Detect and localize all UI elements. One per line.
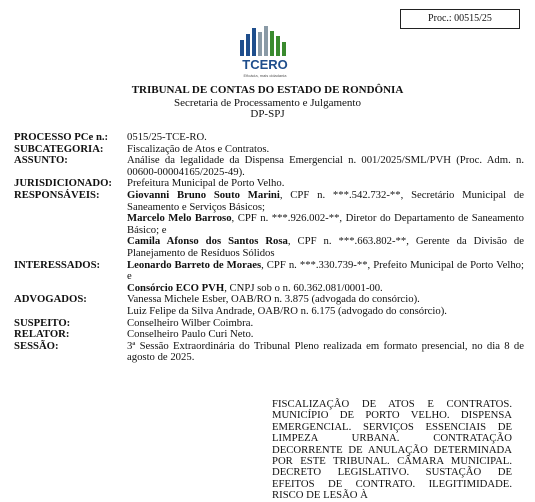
secretariat-name: Secretaria de Processamento e Julgamento bbox=[174, 97, 361, 109]
field-value: Análise da legalidade da Dispensa Emergencial n. 001/2025/SML/PVH (Proc. Adm. n. 00600-00004165/2025-49). bbox=[127, 154, 524, 178]
field-relator bbox=[14, 329, 524, 341]
field-suspeito bbox=[14, 318, 524, 330]
interessado-entry bbox=[127, 260, 524, 283]
field-label: RESPONSÁVEIS: bbox=[14, 188, 100, 201]
field-value: Conselheiro Paulo Curi Neto. bbox=[127, 328, 254, 341]
field-label: PROCESSO PCe n.: bbox=[14, 131, 109, 143]
field-label: JURISDICIONADO: bbox=[14, 177, 112, 190]
field-value bbox=[127, 294, 524, 317]
person-name: Marcelo Melo Barroso bbox=[127, 212, 232, 225]
responsavel-entry bbox=[127, 190, 524, 213]
court-name: TRIBUNAL DE CONTAS DO ESTADO DE RONDÔNIA bbox=[131, 84, 404, 96]
field-value: 0515/25-TCE-RO. bbox=[127, 131, 207, 143]
field-responsaveis bbox=[14, 190, 524, 260]
responsavel-entry bbox=[127, 213, 524, 236]
responsavel-entry bbox=[127, 236, 524, 259]
logo-wordmark: TCERO bbox=[242, 57, 288, 72]
case-fields bbox=[14, 132, 524, 364]
person-name: Camila Afonso dos Santos Rosa bbox=[127, 235, 288, 248]
field-sessao bbox=[14, 341, 524, 364]
logo-tagline: Eficácia, mais cidadania bbox=[243, 73, 287, 78]
field-value: Fiscalização de Atos e Contratos. bbox=[127, 142, 270, 155]
ementa-summary: FISCALIZAÇÃO DE ATOS E CONTRATOS. MUNICÍPIO DE PORTO VELHO. DISPENSA EMERGENCIAL. SERVIÇOS ESSENCIAIS DE LIMPEZA URBANA. CONTRATAÇÃO DECORRENTE DE ANULAÇÃO DETERMINADA POR ESTE TRIBUNAL. CÂMARA MUNICIPAL. DECRETO LEGISLATIVO. SUSTAÇÃO DE EFEITOS DE CONTRATO. ILEGITIMIDADE. RISCO DE LESÃO À bbox=[272, 398, 512, 502]
field-label: ADVOGADOS: bbox=[14, 293, 87, 306]
person-details: , CPF n. ***.330.739-**, Prefeito Municipal de Porto Velho; e bbox=[127, 258, 524, 283]
person-name: Leonardo Barreto de Moraes bbox=[127, 258, 262, 271]
person-details: , CPF n. ***.663.802-**, Gerente da Divisão de Planejamento de Resíduos Sólidos bbox=[127, 235, 524, 259]
field-label: SUBCATEGORIA: bbox=[14, 142, 104, 155]
tcero-logo bbox=[230, 22, 300, 80]
lawyer-entry: Vanessa Michele Esber, OAB/RO n. 3.875 (advogada do consórcio). bbox=[127, 293, 420, 306]
field-assunto bbox=[14, 155, 524, 178]
person-details: , CPF n. ***.926.002-**, Diretor do Departamento de Saneamento Básico; e bbox=[127, 212, 524, 236]
field-label: SESSÃO: bbox=[14, 339, 59, 352]
lawyer-entry: Luiz Felipe da Silva Andrade, OAB/RO n. 6.175 (advogado do consórcio). bbox=[127, 304, 447, 317]
field-advogados bbox=[14, 294, 524, 317]
field-label: INTERESSADOS: bbox=[14, 258, 101, 271]
field-label: ASSUNTO: bbox=[14, 154, 68, 167]
department-code: DP-SPJ bbox=[250, 108, 285, 120]
process-number-box: Proc.: 00515/25 bbox=[400, 9, 520, 29]
tcero-logo-image bbox=[230, 22, 300, 80]
field-interessados bbox=[14, 260, 524, 295]
field-value: Prefeitura Municipal de Porto Velho. bbox=[127, 177, 285, 190]
entity-details: , CNPJ sob o n. 60.362.081/0001-00. bbox=[224, 281, 383, 294]
field-processo bbox=[14, 132, 524, 144]
entity-name: Consórcio ECO PVH bbox=[127, 281, 225, 294]
field-label: SUSPEITO: bbox=[14, 316, 71, 329]
person-details: , CPF n. ***.542.732-**, Secretário Municipal de Saneamento e Serviços Básicos; bbox=[127, 188, 524, 213]
field-value bbox=[127, 190, 524, 260]
field-value: Conselheiro Wilber Coimbra. bbox=[127, 316, 254, 329]
person-name: Giovanni Bruno Souto Marini bbox=[127, 188, 280, 201]
field-value: 3ª Sessão Extraordinária do Tribunal Pleno realizada em formato presencial, no dia 8 de agosto de 2025. bbox=[127, 339, 524, 364]
field-label: RELATOR: bbox=[14, 328, 70, 341]
field-value bbox=[127, 260, 524, 295]
